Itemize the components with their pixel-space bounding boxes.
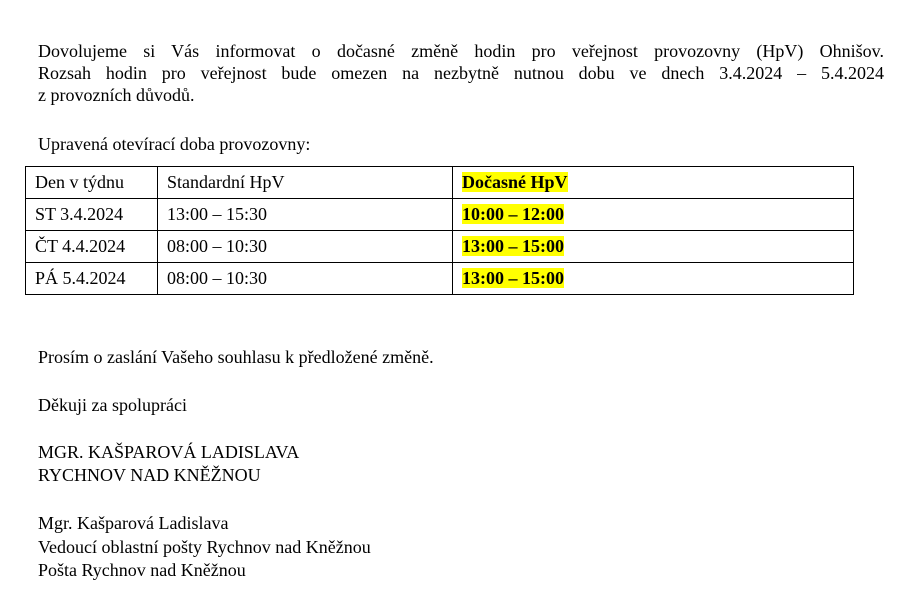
row-temporary-hours-value: 13:00 – 15:00 — [462, 268, 564, 288]
header-day: Den v týdnu — [26, 167, 158, 199]
signature-name-upper: MGR. KAŠPAROVÁ LADISLAVA — [38, 442, 300, 462]
signature-office: Pošta Rychnov nad Kněžnou — [38, 560, 246, 580]
row-standard-hours: 08:00 – 10:30 — [158, 263, 453, 295]
intro-paragraph — [38, 40, 884, 106]
row-day: ST 3.4.2024 — [26, 199, 158, 231]
row-day: PÁ 5.4.2024 — [26, 263, 158, 295]
opening-hours-table — [25, 166, 854, 295]
row-temporary-hours — [453, 199, 854, 231]
row-temporary-hours-value: 10:00 – 12:00 — [462, 204, 564, 224]
signature-place-upper: RYCHNOV NAD KNĚŽNOU — [38, 465, 261, 485]
request-text: Prosím o zaslání Vašeho souhlasu k předložené změně. — [38, 347, 434, 367]
intro-line-2: Rozsah hodin pro veřejnost bude omezen na nezbytně nutnou dobu ve dnech 3.4.2024 – 5.4.2024 — [38, 63, 884, 83]
table-row — [26, 199, 854, 231]
header-temporary-hours-label: Dočasné HpV — [462, 172, 568, 192]
thanks-text: Děkuji za spolupráci — [38, 395, 187, 415]
table-row — [26, 263, 854, 295]
row-day: ČT 4.4.2024 — [26, 231, 158, 263]
row-temporary-hours — [453, 231, 854, 263]
signature-role: Vedoucí oblastní pošty Rychnov nad Kněžnou — [38, 537, 371, 557]
signature-name: Mgr. Kašparová Ladislava — [38, 513, 229, 533]
row-standard-hours: 08:00 – 10:30 — [158, 231, 453, 263]
table-row — [26, 231, 854, 263]
header-standard-hours: Standardní HpV — [158, 167, 453, 199]
intro-line-3: z provozních důvodů. — [38, 85, 195, 105]
table-header-row — [26, 167, 854, 199]
intro-line-1: Dovolujeme si Vás informovat o dočasné změně hodin pro veřejnost provozovny (HpV) Ohnišov. — [38, 41, 884, 61]
row-standard-hours: 13:00 – 15:30 — [158, 199, 453, 231]
header-temporary-hours — [453, 167, 854, 199]
table-intro: Upravená otevírací doba provozovny: — [38, 134, 311, 154]
row-temporary-hours — [453, 263, 854, 295]
row-temporary-hours-value: 13:00 – 15:00 — [462, 236, 564, 256]
